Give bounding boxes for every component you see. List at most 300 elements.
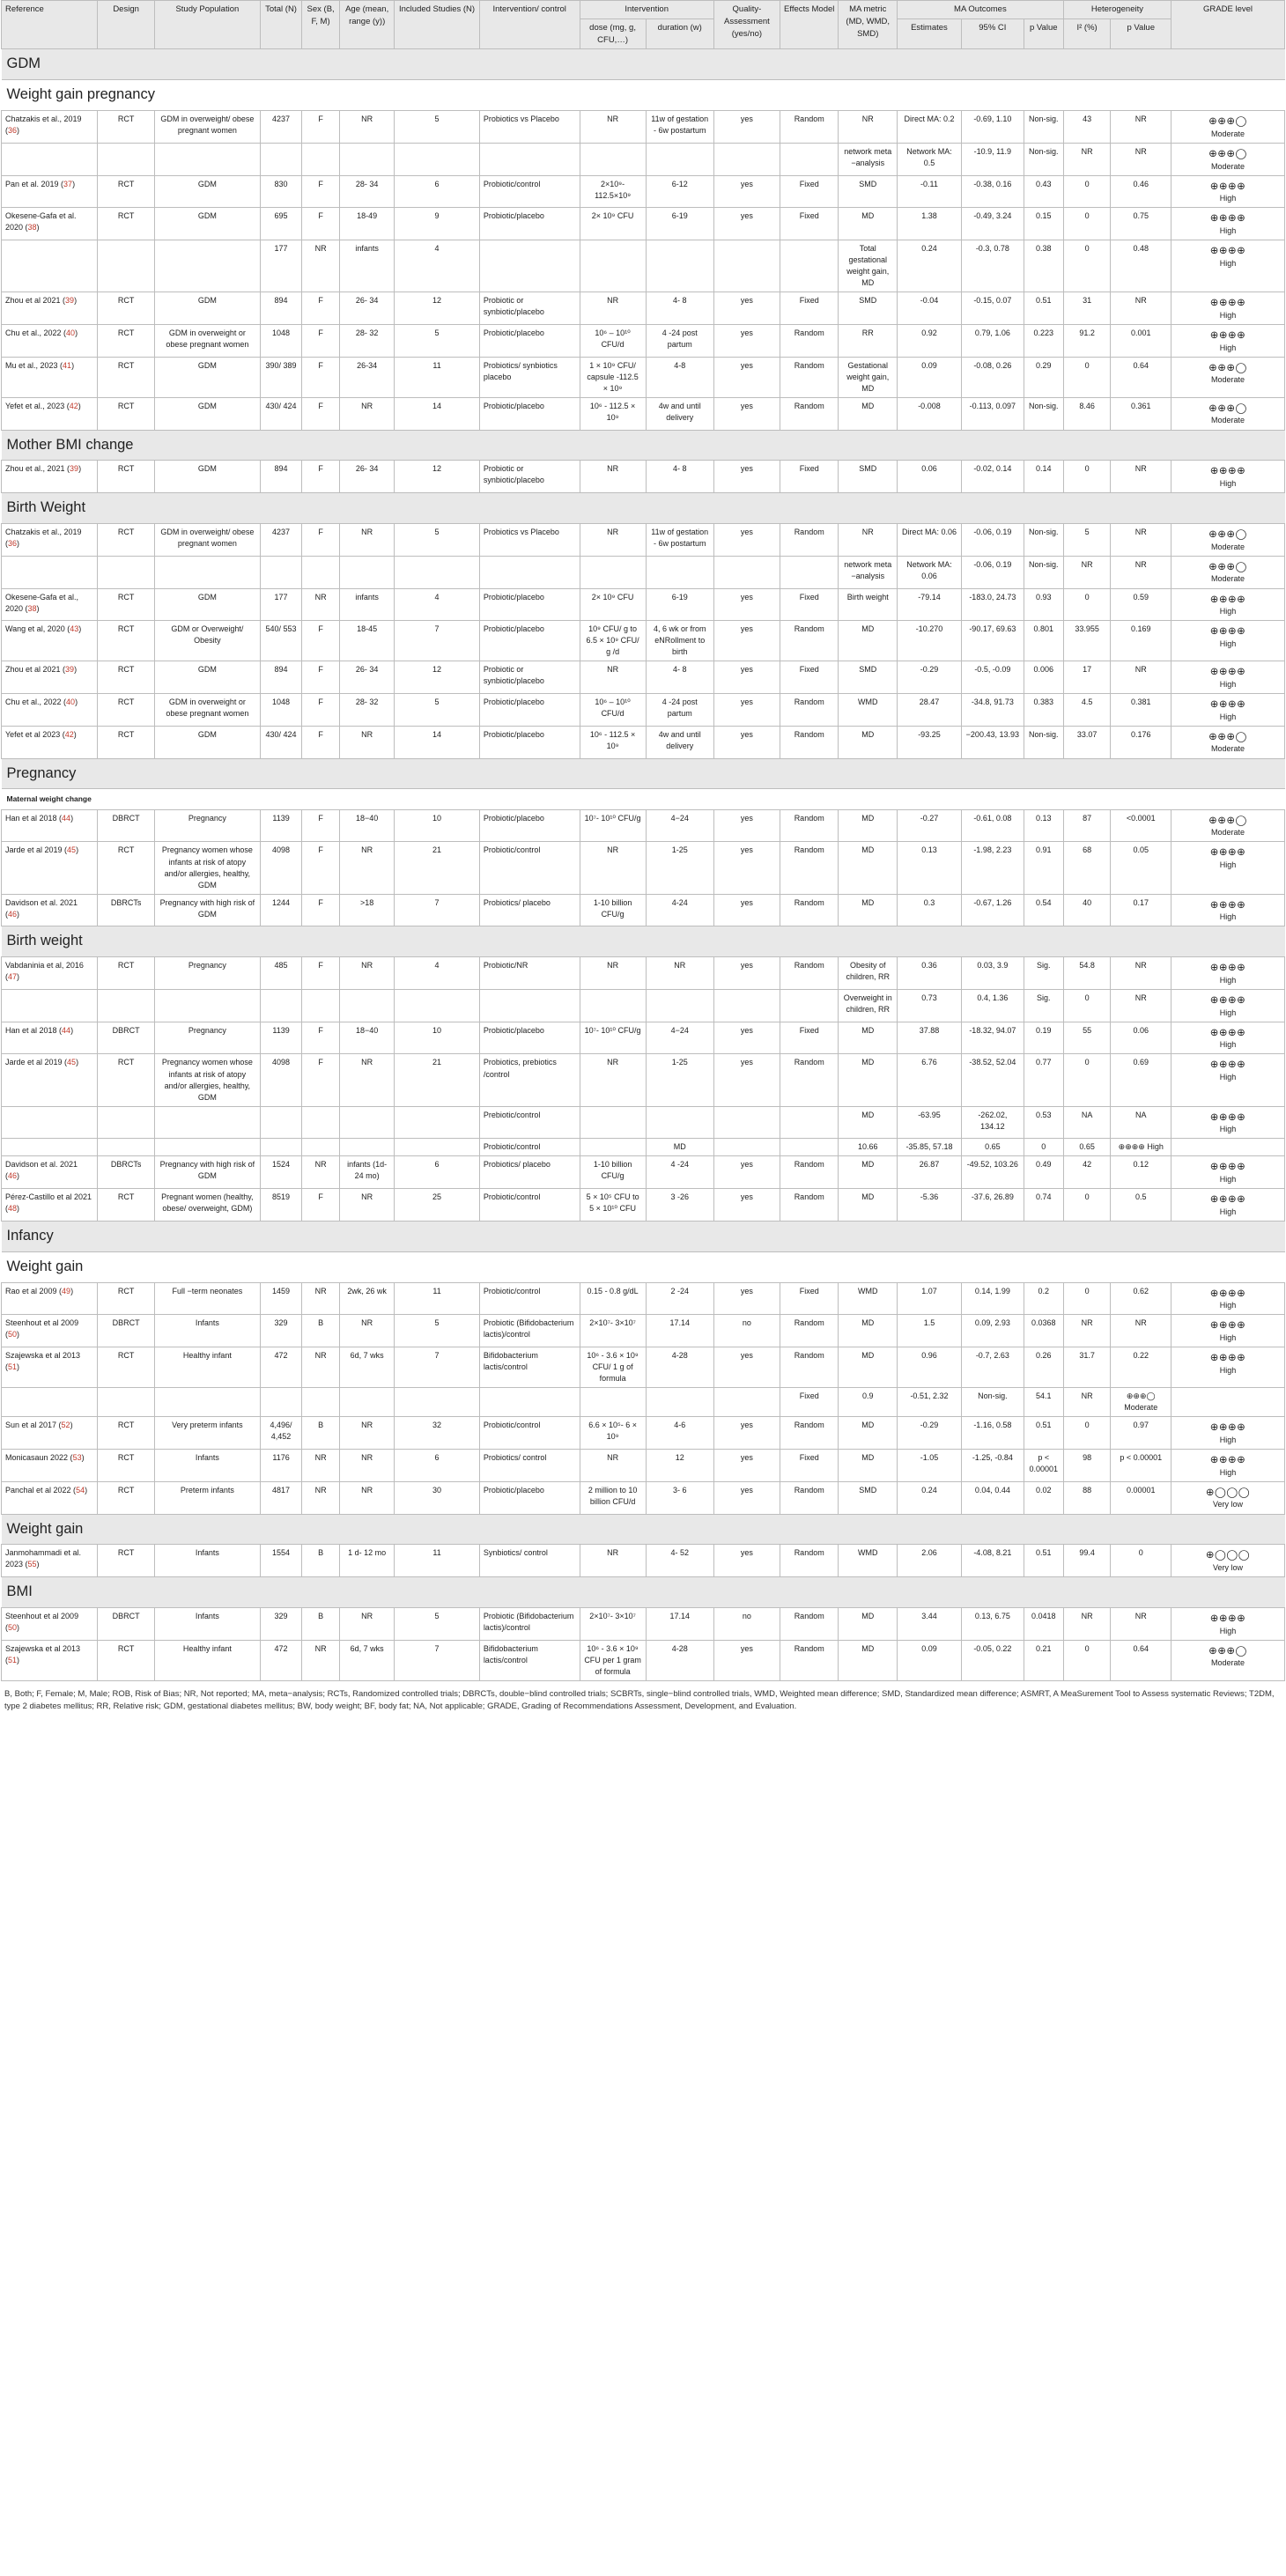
cell-grade — [1171, 208, 1285, 240]
grade-symbols: ⊕⊕⊕⊕ — [1209, 897, 1246, 911]
cell-dose: NR — [580, 292, 646, 325]
cell-effects-model: Random — [780, 1545, 839, 1577]
citation-link[interactable]: 38 — [27, 223, 37, 233]
cell-included: 5 — [395, 524, 480, 557]
cell-sex: B — [302, 1417, 340, 1450]
cell-age: NR — [340, 957, 395, 990]
cell-intervention-control: Probiotic/control — [479, 175, 580, 208]
citation-link[interactable]: 45 — [67, 1058, 77, 1067]
cell-dose: 10⁶ – 10¹⁰ CFU/d — [580, 694, 646, 727]
cell-grade — [1171, 1189, 1285, 1222]
grade-level: High — [1219, 912, 1237, 922]
cell-metric: MD — [839, 1189, 898, 1222]
cell-total: 1459 — [260, 1282, 301, 1315]
cell-ci: 0.65 — [961, 1139, 1024, 1156]
citation-link[interactable]: 39 — [65, 665, 75, 675]
cell-estimate: 0.3 — [897, 894, 961, 926]
reference-text: Janmohammadi et al. 2023 ( — [5, 1548, 82, 1569]
cell-effects-model: Random — [780, 111, 839, 144]
grade-symbols: ⊕⊕⊕⊕ — [1209, 1058, 1246, 1071]
citation-close: ) — [70, 1286, 74, 1295]
cell-intervention-control — [479, 556, 580, 588]
cell-quality: yes — [713, 1545, 780, 1577]
cell-design: DBRCTs — [98, 894, 154, 926]
cell-sex: F — [302, 524, 340, 557]
cell-population: Full −term neonates — [154, 1282, 260, 1315]
cell-sex: F — [302, 324, 340, 357]
cell-ci: -0.06, 0.19 — [961, 556, 1024, 588]
section-row — [2, 1221, 1285, 1251]
cell-pvalue: 0.19 — [1024, 1022, 1063, 1054]
cell-included: 14 — [395, 726, 480, 758]
cell-i2: NR — [1063, 556, 1111, 588]
grade-level: Moderate — [1211, 542, 1245, 551]
cell-pvalue: 0 — [1024, 1139, 1063, 1156]
cell-included — [395, 1139, 480, 1156]
grade-level: Moderate — [1211, 375, 1245, 385]
cell-duration: 17.14 — [646, 1315, 713, 1347]
cell-reference — [2, 1106, 98, 1139]
cell-intervention-control: Probiotic/placebo — [479, 726, 580, 758]
cell-ci: -0.5, -0.09 — [961, 661, 1024, 694]
cell-included: 7 — [395, 1347, 480, 1388]
reference-text: Vabdaninia et al, 2016 ( — [5, 961, 84, 982]
cell-metric: SMD — [839, 661, 898, 694]
cell-design: RCT — [98, 175, 154, 208]
cell-metric: SMD — [839, 175, 898, 208]
cell-estimate: 37.88 — [897, 1022, 961, 1054]
cell-design: RCT — [98, 324, 154, 357]
citation-link[interactable]: 53 — [72, 1453, 82, 1463]
cell-ci: 0.04, 0.44 — [961, 1481, 1024, 1514]
cell-effects-model: Random — [780, 1189, 839, 1222]
cell-grade — [1171, 661, 1285, 694]
cell-dose: 1-10 billion CFU/g — [580, 1156, 646, 1189]
citation-link[interactable]: 52 — [61, 1421, 70, 1430]
citation-link[interactable]: 50 — [8, 1623, 18, 1633]
cell-quality: yes — [713, 842, 780, 894]
section-label: Pregnancy — [2, 758, 1285, 789]
cell-age: infants — [340, 588, 395, 621]
cell-intervention-control: Probiotic (Bifidobacterium lactis)/control — [479, 1608, 580, 1641]
cell-quality: yes — [713, 1022, 780, 1054]
cell-total — [260, 1388, 301, 1417]
col-duration: duration (w) — [646, 18, 713, 49]
section-row — [2, 49, 1285, 80]
citation-close: ) — [17, 909, 20, 919]
cell-metric: SMD — [839, 461, 898, 493]
citation-link[interactable]: 51 — [8, 1362, 18, 1372]
cell-metric: MD — [839, 1347, 898, 1388]
cell-total: 430/ 424 — [260, 397, 301, 430]
cell-ci: -0.49, 3.24 — [961, 208, 1024, 240]
citation-link[interactable]: 46 — [8, 909, 18, 919]
cell-dose: 10⁶ – 10¹⁰ CFU/d — [580, 324, 646, 357]
cell-dose: NR — [580, 1450, 646, 1482]
cell-quality: yes — [713, 208, 780, 240]
cell-effects-model: Random — [780, 809, 839, 842]
citation-link[interactable]: 43 — [70, 624, 79, 634]
reference-text: Pérez-Castillo et al 2021 ( — [5, 1192, 92, 1214]
cell-population: GDM in overweight or obese pregnant women — [154, 694, 260, 727]
cell-duration: 4−24 — [646, 809, 713, 842]
citation-link[interactable]: 37 — [63, 179, 73, 188]
cell-quality — [713, 143, 780, 175]
cell-metric: MD — [839, 1054, 898, 1106]
cell-reference — [2, 588, 98, 621]
cell-reference — [2, 1481, 98, 1514]
cell-sex: F — [302, 661, 340, 694]
citation-link[interactable]: 44 — [62, 1025, 71, 1035]
cell-heterogeneity-pvalue: 0.22 — [1111, 1347, 1171, 1388]
cell-total: 329 — [260, 1608, 301, 1641]
cell-metric: MD — [839, 1315, 898, 1347]
cell-estimate: -5.36 — [897, 1189, 961, 1222]
citation-link[interactable]: 55 — [27, 1560, 37, 1569]
cell-ci: 0.4, 1.36 — [961, 990, 1024, 1022]
grade-symbols: ⊕⊕⊕⊕ — [1209, 1160, 1246, 1173]
cell-total: 177 — [260, 588, 301, 621]
cell-pvalue: 0.51 — [1024, 1545, 1063, 1577]
cell-duration: 2 -24 — [646, 1282, 713, 1315]
cell-pvalue: 0.21 — [1024, 1640, 1063, 1680]
grade-symbols: ⊕⊕⊕⊕ — [1209, 328, 1246, 341]
citation-close: ) — [36, 1560, 40, 1569]
cell-dose: 2×10⁹- 112.5×10⁹ — [580, 175, 646, 208]
cell-design: RCT — [98, 588, 154, 621]
cell-duration: 4 -24 — [646, 1156, 713, 1189]
grade-symbols: ⊕⊕⊕⊕ — [1209, 464, 1246, 477]
citation-link[interactable]: 39 — [65, 296, 75, 306]
cell-population: Infants — [154, 1545, 260, 1577]
cell-metric: Birth weight — [839, 588, 898, 621]
cell-effects-model: Random — [780, 1315, 839, 1347]
cell-effects-model: Random — [780, 1608, 839, 1641]
cell-age: NR — [340, 726, 395, 758]
grade-level: High — [1219, 1626, 1237, 1635]
cell-duration: 12 — [646, 1450, 713, 1482]
section-row — [2, 1514, 1285, 1545]
cell-ci: 0.09, 2.93 — [961, 1315, 1024, 1347]
cell-total: 894 — [260, 461, 301, 493]
cell-design: DBRCT — [98, 809, 154, 842]
citation-link[interactable]: 40 — [66, 698, 76, 707]
col-sex: Sex (B, F, M) — [302, 1, 340, 49]
cell-total — [260, 990, 301, 1022]
cell-grade — [1171, 1417, 1285, 1450]
citation-close: ) — [70, 1025, 74, 1035]
grade-symbols: ⊕⊕⊕⊕ — [1209, 211, 1246, 225]
cell-estimate: -10.270 — [897, 621, 961, 661]
citation-link[interactable]: 54 — [76, 1485, 85, 1495]
cell-dose: 2×10⁷- 3×10⁷ — [580, 1315, 646, 1347]
reference-text: Yefet et al 2023 ( — [5, 729, 65, 739]
cell-heterogeneity-pvalue: 0.64 — [1111, 357, 1171, 397]
cell-heterogeneity-pvalue: 0.17 — [1111, 894, 1171, 926]
cell-dose: 2× 10⁹ CFU — [580, 208, 646, 240]
cell-total: 894 — [260, 661, 301, 694]
cell-grade — [1171, 324, 1285, 357]
cell-sex: B — [302, 1608, 340, 1641]
citation-link[interactable]: 51 — [8, 1655, 18, 1664]
cell-reference — [2, 1388, 98, 1417]
cell-grade — [1171, 842, 1285, 894]
citation-link[interactable]: 49 — [62, 1286, 71, 1295]
grade-level: High — [1219, 194, 1237, 203]
cell-grade — [1171, 1282, 1285, 1315]
cell-duration: 11w of gestation - 6w postartum — [646, 111, 713, 144]
cell-effects-model: Random — [780, 726, 839, 758]
subsection-label: Maternal weight change — [2, 789, 1285, 809]
cell-pvalue: Non-sig. — [1024, 397, 1063, 430]
cell-heterogeneity-pvalue: 0.97 — [1111, 1417, 1171, 1450]
cell-age: 18-45 — [340, 621, 395, 661]
cell-dose: 2 million to 10 billion CFU/d — [580, 1481, 646, 1514]
cell-total: 894 — [260, 292, 301, 325]
citation-link[interactable]: 47 — [8, 972, 18, 982]
cell-i2: 0 — [1063, 240, 1111, 292]
table-row — [2, 292, 1285, 325]
grade-symbols: ⊕⊕⊕◯ — [1208, 559, 1247, 572]
cell-grade — [1171, 1640, 1285, 1680]
cell-ci: -49.52, 103.26 — [961, 1156, 1024, 1189]
cell-ci: 0.03, 3.9 — [961, 957, 1024, 990]
cell-reference — [2, 556, 98, 588]
citation-link[interactable]: 38 — [27, 603, 37, 613]
cell-metric: SMD — [839, 1481, 898, 1514]
grade-level: High — [1219, 1125, 1237, 1134]
cell-duration: 11w of gestation - 6w postartum — [646, 524, 713, 557]
document-page — [1, 0, 1285, 1713]
cell-quality — [713, 1106, 780, 1139]
cell-age: NR — [340, 842, 395, 894]
col-age: Age (mean, range (y)) — [340, 1, 395, 49]
cell-population: Infants — [154, 1608, 260, 1641]
table-row — [2, 1388, 1285, 1417]
citation-link[interactable]: 39 — [70, 464, 79, 474]
cell-heterogeneity-pvalue: NR — [1111, 292, 1171, 325]
grade-level: High — [1219, 1365, 1237, 1375]
cell-sex: F — [302, 397, 340, 430]
citation-close: ) — [36, 223, 40, 233]
cell-reference — [2, 208, 98, 240]
table-row — [2, 397, 1285, 430]
grade-level: Very low — [1213, 1500, 1244, 1509]
citation-link[interactable]: 42 — [69, 401, 78, 410]
cell-estimate: -0.51, 2.32 — [897, 1388, 961, 1417]
cell-reference — [2, 621, 98, 661]
grade-symbols: ⊕⊕⊕⊕ — [1209, 1192, 1246, 1206]
cell-included: 5 — [395, 1608, 480, 1641]
cell-included: 11 — [395, 1282, 480, 1315]
cell-estimate: Direct MA: 0.2 — [897, 111, 961, 144]
table-row — [2, 894, 1285, 926]
cell-intervention-control: Probiotics/ synbiotics placebo — [479, 357, 580, 397]
cell-effects-model — [780, 240, 839, 292]
cell-estimate: -0.008 — [897, 397, 961, 430]
cell-included — [395, 1388, 480, 1417]
cell-metric: MD — [839, 842, 898, 894]
cell-sex: F — [302, 175, 340, 208]
grade-symbols: ⊕⊕⊕⊕ — [1209, 1351, 1246, 1364]
reference-text: Yefet et al., 2023 ( — [5, 401, 70, 410]
cell-metric: Gestational weight gain, MD — [839, 357, 898, 397]
cell-duration — [646, 240, 713, 292]
cell-age: 2wk, 26 wk — [340, 1282, 395, 1315]
cell-sex: B — [302, 1545, 340, 1577]
citation-link[interactable]: 48 — [8, 1204, 18, 1214]
cell-effects-model: Random — [780, 894, 839, 926]
col-heterogeneity: Heterogeneity — [1063, 1, 1171, 19]
cell-dose: 10⁹ CFU/ g to 6.5 × 10⁹ CFU/ g /d — [580, 621, 646, 661]
cell-quality — [713, 1139, 780, 1156]
cell-effects-model: Random — [780, 694, 839, 727]
cell-metric: MD — [839, 1022, 898, 1054]
cell-design: RCT — [98, 1282, 154, 1315]
cell-estimate: 0.06 — [897, 461, 961, 493]
cell-included: 10 — [395, 1022, 480, 1054]
cell-pvalue: p < 0.00001 — [1024, 1450, 1063, 1482]
cell-i2: 0 — [1063, 461, 1111, 493]
citation-link[interactable]: 40 — [66, 328, 76, 337]
citation-link[interactable]: 46 — [8, 1171, 18, 1181]
cell-metric: RR — [839, 324, 898, 357]
cell-ci: -1.25, -0.84 — [961, 1450, 1024, 1482]
grade-level: Moderate — [1211, 1658, 1245, 1668]
citation-link[interactable]: 45 — [67, 845, 77, 855]
cell-metric: MD — [839, 1106, 898, 1139]
reference-text: Davidson et al. 2021 ( — [5, 1160, 78, 1181]
cell-grade — [1171, 1156, 1285, 1189]
table-row — [2, 1481, 1285, 1514]
cell-dose: 10⁶ - 112.5 × 10⁹ — [580, 397, 646, 430]
cell-reference — [2, 1282, 98, 1315]
reference-text: Mu et al., 2023 ( — [5, 360, 63, 370]
citation-link[interactable]: 50 — [8, 1330, 18, 1340]
citation-link[interactable]: 36 — [8, 539, 18, 549]
cell-age: NR — [340, 1315, 395, 1347]
cell-reference — [2, 1347, 98, 1388]
cell-effects-model: Random — [780, 397, 839, 430]
cell-population — [154, 1139, 260, 1156]
cell-i2: 17 — [1063, 661, 1111, 694]
citation-link[interactable]: 36 — [8, 126, 18, 136]
cell-grade — [1171, 175, 1285, 208]
cell-intervention-control: Probiotics/ control — [479, 1450, 580, 1482]
cell-duration: 4-6 — [646, 1417, 713, 1450]
cell-design — [98, 143, 154, 175]
cell-heterogeneity-pvalue: 0.169 — [1111, 621, 1171, 661]
table-row — [2, 1417, 1285, 1450]
cell-reference — [2, 143, 98, 175]
cell-age: NR — [340, 1054, 395, 1106]
cell-grade — [1171, 1481, 1285, 1514]
cell-effects-model: Fixed — [780, 461, 839, 493]
table-row — [2, 1315, 1285, 1347]
grade-level: Moderate — [1211, 828, 1245, 838]
cell-ci: -262.02, 134.12 — [961, 1106, 1024, 1139]
cell-included: 4 — [395, 588, 480, 621]
cell-intervention-control: Synbiotics/ control — [479, 1545, 580, 1577]
reference-text: Han et al 2018 ( — [5, 1025, 63, 1035]
grade-level: High — [1219, 225, 1237, 235]
cell-dose: NR — [580, 957, 646, 990]
cell-metric: MD — [839, 621, 898, 661]
cell-quality: yes — [713, 809, 780, 842]
cell-duration: 1-25 — [646, 842, 713, 894]
cell-sex: NR — [302, 1640, 340, 1680]
cell-design: RCT — [98, 208, 154, 240]
cell-grade — [1171, 1022, 1285, 1054]
citation-close: ) — [74, 296, 78, 306]
citation-link[interactable]: 42 — [64, 729, 74, 739]
table-row — [2, 357, 1285, 397]
cell-duration: 4, 6 wk or from eNRollment to birth — [646, 621, 713, 661]
grade-level: Moderate — [1211, 129, 1245, 138]
cell-reference — [2, 240, 98, 292]
cell-age: NR — [340, 1450, 395, 1482]
cell-reference — [2, 1156, 98, 1189]
table-row — [2, 324, 1285, 357]
cell-reference — [2, 524, 98, 557]
cell-grade — [1171, 1347, 1285, 1388]
reference-text: Zhou et al., 2021 ( — [5, 464, 70, 474]
cell-ci: -37.6, 26.89 — [961, 1189, 1024, 1222]
cell-metric: Overweight in children, RR — [839, 990, 898, 1022]
cell-total: 472 — [260, 1347, 301, 1388]
cell-pvalue: 0.91 — [1024, 842, 1063, 894]
cell-design: RCT — [98, 397, 154, 430]
cell-sex: F — [302, 809, 340, 842]
col-population: Study Population — [154, 1, 260, 49]
citation-link[interactable]: 41 — [63, 360, 72, 370]
cell-age: 18−40 — [340, 1022, 395, 1054]
reference-text: Rao et al 2009 ( — [5, 1286, 63, 1295]
cell-duration — [646, 1388, 713, 1417]
section-label: Birth Weight — [2, 493, 1285, 524]
table-row — [2, 1139, 1285, 1156]
section-row — [2, 493, 1285, 524]
cell-design: RCT — [98, 292, 154, 325]
col-effects: Effects Model — [780, 1, 839, 49]
section-row — [2, 80, 1285, 111]
cell-reference — [2, 1139, 98, 1156]
grade-level: High — [1219, 479, 1237, 489]
cell-duration: 4-28 — [646, 1640, 713, 1680]
grade-symbols: ⊕⊕⊕⊕ — [1209, 296, 1246, 309]
col-heterogeneity-pvalue: p Value — [1111, 18, 1171, 49]
citation-close: ) — [17, 1362, 20, 1372]
grade-symbols: ⊕⊕⊕⊕ — [1209, 1110, 1246, 1123]
cell-population: Healthy infant — [154, 1640, 260, 1680]
citation-link[interactable]: 44 — [62, 813, 71, 823]
cell-effects-model: Random — [780, 324, 839, 357]
cell-metric: WMD — [839, 694, 898, 727]
cell-included: 5 — [395, 111, 480, 144]
cell-ci: -0.61, 0.08 — [961, 809, 1024, 842]
cell-effects-model: Fixed — [780, 1450, 839, 1482]
cell-age: 18−40 — [340, 809, 395, 842]
grade-symbols: ⊕⊕⊕⊕ — [1209, 845, 1246, 859]
cell-ci: -183.0, 24.73 — [961, 588, 1024, 621]
cell-intervention-control: Bifidobacterium lactis/control — [479, 1640, 580, 1680]
cell-grade — [1171, 894, 1285, 926]
cell-intervention-control — [479, 1388, 580, 1417]
cell-sex: NR — [302, 1481, 340, 1514]
cell-sex: F — [302, 957, 340, 990]
citation-close: ) — [17, 972, 20, 982]
grade-symbols: ⊕⊕⊕◯ — [1208, 729, 1247, 742]
